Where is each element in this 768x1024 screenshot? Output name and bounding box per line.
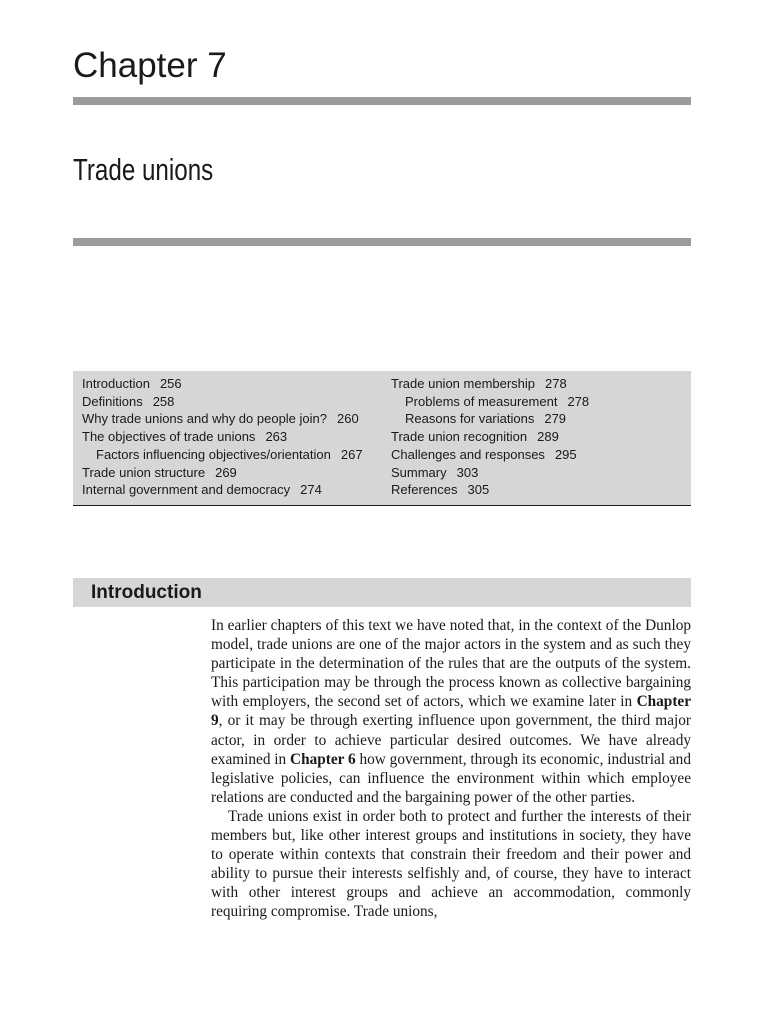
- section-heading: Introduction: [91, 582, 202, 603]
- contents-entry-label: Challenges and responses: [391, 446, 545, 462]
- contents-entry-label: The objectives of trade unions: [82, 429, 256, 445]
- contents-entry-label: Definitions: [82, 393, 143, 409]
- contents-subentry: [391, 393, 589, 411]
- contents-entry-label: References: [391, 482, 458, 498]
- contents-column-right: [391, 375, 589, 499]
- contents-entry-label: Reasons for variations: [405, 411, 535, 427]
- contents-entry: [82, 375, 363, 393]
- contents-entry-page: 260: [337, 411, 359, 427]
- contents-entry: [82, 481, 363, 499]
- chapter-title: Trade unions: [73, 152, 214, 187]
- chapter-reference: Chapter 9: [211, 693, 691, 730]
- paragraph: [211, 616, 691, 807]
- contents-entry: [82, 428, 363, 446]
- paragraph-text: In earlier chapters of this text we have noted that, in the context of the Dunlop model, trade unions are one of the major actors in the system and as such they participate in the determination of the rules that are the outputs of the system. This participation may be through the process known as collective bargaining with employers, the second set of actors, which we examine later in: [211, 617, 691, 711]
- chapter-reference: Chapter 6: [290, 750, 356, 768]
- contents-entry-page: 258: [152, 393, 175, 409]
- section-heading-bar: [73, 578, 691, 607]
- contents-entry-label: Trade union membership: [391, 376, 536, 391]
- contents-entry: [82, 393, 363, 411]
- contents-entry-label: Introduction: [82, 376, 150, 391]
- contents-entry-label: Summary: [391, 464, 447, 480]
- chapter-label: Chapter 7: [73, 46, 227, 85]
- contents-column-left: [82, 375, 363, 499]
- contents-subentry: [82, 446, 363, 464]
- contents-entry-page: 269: [215, 464, 237, 480]
- contents-entry-label: Factors influencing objectives/orientation: [96, 446, 331, 462]
- chapter-contents-box: [73, 371, 691, 506]
- contents-entry: [391, 481, 589, 499]
- contents-entry-page: 263: [265, 429, 288, 445]
- contents-entry-page: 279: [544, 411, 567, 427]
- contents-entry-label: Internal government and democracy: [82, 482, 291, 498]
- contents-entry: [391, 375, 589, 393]
- contents-entry-label: Trade union recognition: [391, 429, 528, 445]
- body-text: [211, 616, 691, 922]
- contents-entry-page: 274: [300, 482, 322, 498]
- contents-entry-page: 278: [567, 393, 590, 409]
- contents-entry-label: Why trade unions and why do people join?: [82, 411, 327, 427]
- contents-entry-page: 278: [545, 376, 567, 391]
- contents-entry: [82, 464, 363, 482]
- paragraph-text: , or it may be through exerting influence upon government, the third major actor, in order to achieve particular desired outcomes. We have already examined in: [211, 712, 691, 768]
- paragraph-text: how government, through its economic, industrial and legislative policies, can influence the environment within which employee relations are conducted and the bargaining power of the other parties.: [211, 750, 691, 806]
- contents-entry-label: Problems of measurement: [405, 393, 558, 409]
- contents-entry-page: 267: [340, 446, 363, 462]
- contents-entry-page: 289: [537, 429, 559, 445]
- contents-entry: [391, 446, 589, 464]
- paragraph: Trade unions exist in order both to protect and further the interests of their members but, like other interest groups and institutions in society, they have to operate within contexts that constrain their freedom and their power and ability to pursue their interests selfishly and, of course, they have to interact with other interest groups and achieve an accommodation, commonly requiring compromise. Trade unions,: [211, 807, 691, 921]
- contents-entry: [391, 464, 589, 482]
- contents-entry-page: 256: [159, 376, 182, 391]
- contents-entry: [391, 428, 589, 446]
- top-rule: [73, 97, 691, 105]
- contents-subentry: [391, 410, 589, 428]
- bottom-rule: [73, 238, 691, 246]
- contents-entry-page: 305: [467, 482, 490, 498]
- contents-entry: [82, 410, 363, 428]
- contents-entry-label: Trade union structure: [82, 464, 206, 480]
- contents-entry-page: 295: [554, 446, 577, 462]
- contents-entry-page: 303: [456, 464, 479, 480]
